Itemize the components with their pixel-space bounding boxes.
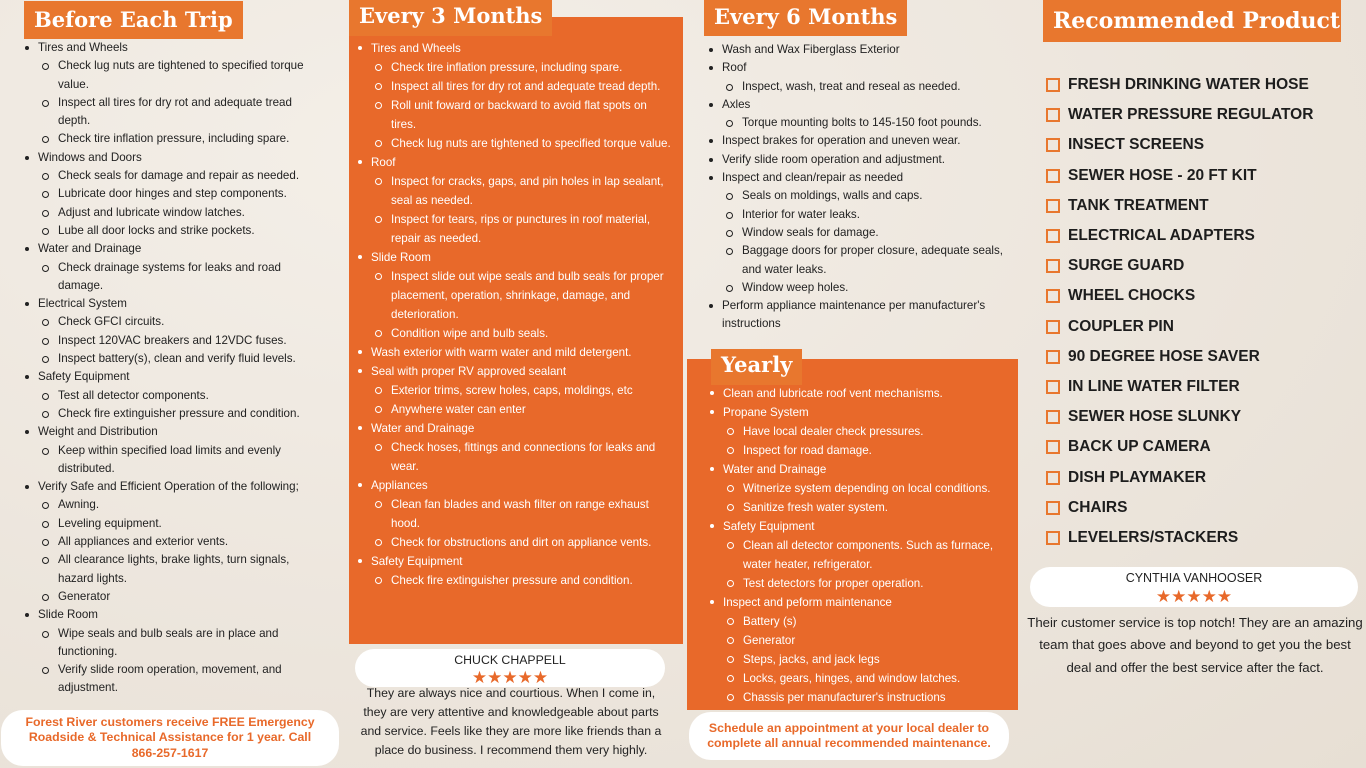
checklist-subitem: Inspect slide out wipe seals and bulb seals for proper placement, operation, shrinkage, damage, and deterioration. [371,267,673,324]
product-label: FRESH DRINKING WATER HOSE [1068,76,1309,94]
checklist-item-label: Seal with proper RV approved sealant [371,365,567,378]
checklist-item-label: Inspect and peform maintenance [723,596,892,609]
product-item[interactable] [1046,130,1356,160]
review-card-cynthia [1030,567,1358,607]
checkbox-icon[interactable] [1046,380,1060,394]
reviewer-name: CHUCK CHAPPELL [454,653,566,667]
product-item[interactable] [1046,221,1356,251]
checklist-subitem: Check lug nuts are tightened to specified torque value. [38,57,312,94]
checklist-item-label: Inspect brakes for operation and uneven wear. [722,134,961,148]
recommended-product-heading: Recommended Product [1043,0,1341,42]
checkbox-icon[interactable] [1046,350,1060,364]
product-label: TANK TREATMENT [1068,196,1209,214]
checklist-subitem: Chassis per manufacturer's instructions [723,688,1012,707]
checklist-subitem: Check tire inflation pressure, including spare. [371,58,673,77]
product-label: ELECTRICAL ADAPTERS [1068,227,1255,245]
checklist-item-label: Water and Drainage [38,242,142,256]
recommended-product-list [1046,70,1356,553]
product-label: INSECT SCREENS [1068,136,1205,154]
checklist-subitem: Clean all detector components. Such as furnace, water heater, refrigerator. [723,536,1012,574]
checklist-subitem: Inspect for tears, rips or punctures in roof material, repair as needed. [371,210,673,248]
before-each-trip-heading: Before Each Trip [24,1,243,39]
checklist-item-label: Weight and Distribution [38,425,158,439]
checklist-item-label: Electrical System [38,297,127,311]
product-label: BACK UP CAMERA [1068,438,1211,456]
product-item[interactable] [1046,281,1356,311]
review-text-cynthia: Their customer service is top notch! They are an amazing team that goes above and beyond to get you the best deal and offer the best service after the fact. [1027,615,1363,675]
rating-stars: ★★★★★ [1155,587,1233,606]
checklist-subitem: Locks, gears, hinges, and window latches. [723,669,1012,688]
checklist-subitem: Have local dealer check pressures. [723,422,1012,441]
checklist-subitem: Inspect 120VAC breakers and 12VDC fuses. [38,332,312,350]
checklist-item [706,132,1006,150]
checklist-item-label: Tires and Wheels [38,41,128,54]
checklist-item [355,476,673,552]
checklist-item [22,149,312,240]
checklist-subitem: Inspect all tires for dry rot and adequate tread depth. [371,77,673,96]
checklist-subitem: Check tire inflation pressure, including spare. [38,130,312,148]
checklist-subitem: Interior for water leaks. [722,206,1006,224]
product-label: WATER PRESSURE REGULATOR [1068,106,1314,124]
every-3-months-panel [349,17,683,644]
checklist-subitem: Lubricate door hinges and step components. [38,185,312,203]
checkbox-icon[interactable] [1046,169,1060,183]
checklist-item [22,478,312,606]
checklist-subitem: Sanitize fresh water system. [723,498,1012,517]
checklist-item-label: Safety Equipment [723,520,815,533]
product-label: SURGE GUARD [1068,257,1185,275]
checklist-item-label: Water and Drainage [723,463,827,476]
checklist-item [706,151,1006,169]
review-text-chuck: They are always nice and courtious. When I come in, they are very attentive and knowledgeable about parts and service. Feels like they are more like friends than a place do business. I recommend them very highly. [360,686,662,757]
checklist-subitem: Seals on moldings, walls and caps. [722,187,1006,205]
every-3-months-list [355,39,673,590]
checklist-subitem: Witnerize system depending on local conditions. [723,479,1012,498]
checkbox-icon[interactable] [1046,108,1060,122]
checkbox-icon[interactable] [1046,199,1060,213]
schedule-appointment-note: Schedule an appointment at your local dealer to complete all annual recommended maintenance. [689,712,1009,760]
checklist-subitem: Check seals for damage and repair as needed. [38,167,312,185]
product-label: 90 DEGREE HOSE SAVER [1068,347,1260,365]
every-6-months-heading: Every 6 Months [704,0,907,36]
checklist-subitem: Generator [723,631,1012,650]
checklist-item [355,552,673,590]
checklist-subitem: Inspect, wash, treat and reseal as needed. [722,78,1006,96]
product-label: COUPLER PIN [1068,317,1174,335]
product-label: CHAIRS [1068,498,1128,516]
checklist-item [355,39,673,153]
checklist-item [22,240,312,295]
reviewer-name: CYNTHIA VANHOOSER [1125,571,1263,585]
checklist-item [706,41,1006,59]
checklist-subitem: Check hoses, fittings and connections for leaks and wear. [371,438,673,476]
product-label: SEWER HOSE - 20 FT KIT [1068,166,1257,184]
checklist-subitem: Condition wipe and bulb seals. [371,324,673,343]
checklist-subitem: Anywhere water can enter [371,400,673,419]
checkbox-icon[interactable] [1046,471,1060,485]
checklist-subitem: Lube all door locks and strike pockets. [38,222,312,240]
checklist-item [355,248,673,343]
checklist-subitem: All clearance lights, brake lights, turn signals, hazard lights. [38,551,312,588]
checklist-subitem: Wipe seals and bulb seals are in place and functioning. [38,625,312,662]
checklist-subitem: All appliances and exterior vents. [38,533,312,551]
checklist-item [707,384,1012,403]
checklist-item-label: Wash and Wax Fiberglass Exterior [722,43,900,56]
product-item[interactable] [1046,372,1356,402]
product-item[interactable] [1046,523,1356,553]
checkbox-icon[interactable] [1046,501,1060,515]
checklist-item-label: Roof [371,156,396,169]
checklist-subitem: Generator [38,588,312,606]
checklist-subitem: Check drainage systems for leaks and road damage. [38,259,312,296]
checklist-item-label: Inspect and clean/repair as needed [722,171,904,185]
every-6-months-list [706,41,1006,334]
checkbox-icon[interactable] [1046,289,1060,303]
checklist-item [355,153,673,248]
checklist-subitem: Check fire extinguisher pressure and condition. [38,405,312,423]
product-item[interactable] [1046,100,1356,130]
product-label: SEWER HOSE SLUNKY [1068,408,1242,426]
checklist-item [706,297,1006,334]
checklist-subitem: Torque mounting bolts to 145-150 foot pounds. [722,114,1006,132]
checklist-subitem: Window weep holes. [722,279,1006,297]
checklist-subitem: Awning. [38,496,312,514]
before-each-trip-list [22,39,312,698]
checklist-subitem: Check GFCI circuits. [38,313,312,331]
checklist-item [22,368,312,423]
product-item[interactable] [1046,432,1356,462]
checklist-subitem: Adjust and lubricate window latches. [38,204,312,222]
checklist-subitem: Window seals for damage. [722,224,1006,242]
checklist-item [707,593,1012,707]
product-item[interactable] [1046,312,1356,342]
checklist-item-label: Safety Equipment [38,370,130,384]
checklist-item-label: Axles [722,97,751,111]
checklist-subitem: Inspect battery(s), clean and verify fluid levels. [38,350,312,368]
checklist-item-label: Wash exterior with warm water and mild detergent. [371,346,632,359]
checklist-subitem: Leveling equipment. [38,515,312,533]
product-label: WHEEL CHOCKS [1068,287,1196,305]
product-item[interactable] [1046,70,1356,100]
checklist-subitem: Check lug nuts are tightened to specified torque value. [371,134,673,153]
checklist-item-label: Slide Room [38,608,98,622]
checklist-subitem: Battery (s) [723,612,1012,631]
checklist-subitem: Inspect for cracks, gaps, and pin holes in lap sealant, seal as needed. [371,172,673,210]
review-card-chuck [355,649,665,687]
product-item[interactable] [1046,342,1356,372]
product-item[interactable] [1046,402,1356,432]
checkbox-icon[interactable] [1046,440,1060,454]
checklist-item-label: Perform appliance maintenance per manufacturer's instructions [722,299,986,331]
checklist-subitem: Test all detector components. [38,387,312,405]
product-label: DISH PLAYMAKER [1068,468,1207,486]
checklist-item [706,169,1006,297]
product-item[interactable] [1046,191,1356,221]
checklist-item-label: Verify Safe and Efficient Operation of the following; [38,480,299,494]
checklist-subitem: Steps, jacks, and jack legs [723,650,1012,669]
checkbox-icon[interactable] [1046,78,1060,92]
checkbox-icon[interactable] [1046,320,1060,334]
yearly-panel [687,359,1018,710]
checklist-item [707,403,1012,460]
roadside-assistance-note: Forest River customers receive FREE Emergency Roadside & Technical Assistance for 1 year. Call 866-257-1617 [1,710,339,766]
checklist-item-label: Appliances [371,479,428,492]
checklist-item-label: Slide Room [371,251,431,264]
checkbox-icon[interactable] [1046,410,1060,424]
checklist-item [22,295,312,368]
checklist-subitem: Inspect for road damage. [723,441,1012,460]
checklist-item [706,59,1006,96]
checklist-item-label: Verify slide room operation and adjustment. [722,152,945,166]
checklist-item [706,96,1006,133]
checklist-subitem: Verify slide room operation, movement, and adjustment. [38,661,312,698]
checklist-item-label: Propane System [723,406,809,419]
checklist-item-label: Water and Drainage [371,422,475,435]
checkbox-icon[interactable] [1046,138,1060,152]
rating-stars: ★★★★★ [471,668,549,687]
checklist-item [355,362,673,419]
yearly-heading: Yearly [711,349,802,385]
checklist-item [707,460,1012,517]
checklist-item-label: Roof [722,61,747,75]
product-item[interactable] [1046,161,1356,191]
checklist-subitem: Check fire extinguisher pressure and condition. [371,571,673,590]
product-label: IN LINE WATER FILTER [1068,377,1240,395]
yearly-list [707,384,1012,707]
checklist-item [355,343,673,362]
every-3-months-heading: Every 3 Months [349,0,552,36]
checklist-subitem: Exterior trims, screw holes, caps, moldings, etc [371,381,673,400]
checklist-item [22,423,312,478]
checkbox-icon[interactable] [1046,259,1060,273]
product-label: LEVELERS/STACKERS [1068,528,1239,546]
checklist-item [22,606,312,697]
checklist-item-label: Safety Equipment [371,555,463,568]
checkbox-icon[interactable] [1046,229,1060,243]
checklist-subitem: Baggage doors for proper closure, adequate seals, and water leaks. [722,242,1006,279]
checklist-subitem: Test detectors for proper operation. [723,574,1012,593]
checklist-item-label: Tires and Wheels [371,42,461,55]
checklist-subitem: Clean fan blades and wash filter on range exhaust hood. [371,495,673,533]
product-item[interactable] [1046,493,1356,523]
checklist-subitem: Check for obstructions and dirt on appliance vents. [371,533,673,552]
product-item[interactable] [1046,251,1356,281]
checklist-item [707,517,1012,593]
checklist-item [22,39,312,149]
product-item[interactable] [1046,462,1356,492]
checklist-subitem: Inspect all tires for dry rot and adequate tread depth. [38,94,312,131]
checklist-subitem: Roll unit foward or backward to avoid flat spots on tires. [371,96,673,134]
checklist-item [355,419,673,476]
checklist-subitem: Keep within specified load limits and evenly distributed. [38,442,312,479]
checkbox-icon[interactable] [1046,531,1060,545]
checklist-item-label: Windows and Doors [38,150,142,164]
checklist-item-label: Clean and lubricate roof vent mechanisms. [723,387,943,400]
